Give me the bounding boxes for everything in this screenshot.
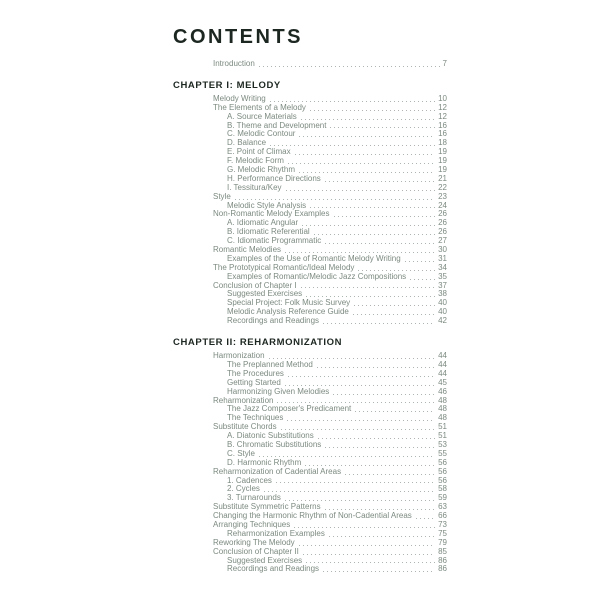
toc-entry-label: D. Balance bbox=[227, 138, 267, 148]
toc-entry-page-number: 53 bbox=[438, 439, 447, 449]
toc-entry-page-number: 58 bbox=[438, 484, 447, 494]
dot-leader bbox=[351, 407, 438, 414]
dot-leader bbox=[321, 239, 438, 246]
toc-entry bbox=[173, 565, 447, 574]
toc-entry-label: C. Idiomatic Programmatic bbox=[227, 236, 322, 246]
toc-entry-label: A. Diatonic Substitutions bbox=[227, 431, 314, 441]
toc-entry bbox=[173, 282, 447, 291]
toc-entry bbox=[173, 290, 447, 299]
toc-entry-page-number: 40 bbox=[438, 298, 447, 308]
toc-entry bbox=[173, 228, 447, 237]
chapter-heading: CHAPTER II: REHARMONIZATION bbox=[173, 337, 343, 349]
toc-entry-page-number: 85 bbox=[438, 546, 447, 556]
toc-entry-label: The Jazz Composer's Predicament bbox=[227, 404, 352, 414]
toc-entry bbox=[173, 246, 447, 255]
dot-leader bbox=[255, 62, 443, 69]
toc-entry-page-number: 48 bbox=[438, 404, 447, 414]
dot-leader bbox=[265, 354, 439, 361]
dot-leader bbox=[319, 567, 438, 574]
toc-entry bbox=[173, 352, 447, 361]
dot-leader bbox=[297, 115, 438, 122]
dot-leader bbox=[306, 106, 438, 113]
toc-entry-page-number: 18 bbox=[438, 138, 447, 148]
toc-entry-label: C. Melodic Contour bbox=[227, 129, 296, 139]
toc-entry-page-number: 73 bbox=[438, 519, 447, 529]
toc-entry-label: Changing the Harmonic Rhythm of Non-Cadential Areas bbox=[213, 511, 412, 521]
toc-entry-label: Recordings and Readings bbox=[227, 564, 320, 574]
toc-entry-label: Melody Writing bbox=[213, 93, 266, 103]
dot-leader bbox=[284, 372, 438, 379]
dot-leader bbox=[321, 443, 438, 450]
toc-entry-page-number: 59 bbox=[438, 493, 447, 503]
toc-entry-page-number: 86 bbox=[438, 564, 447, 574]
dot-leader bbox=[350, 301, 438, 308]
toc-entry-label: A. Source Materials bbox=[227, 111, 297, 121]
dot-leader bbox=[302, 558, 438, 565]
toc-entry-page-number: 75 bbox=[438, 528, 447, 538]
toc-entry bbox=[173, 441, 447, 450]
toc-entry-label: C. Style bbox=[227, 448, 256, 458]
dot-leader bbox=[255, 452, 438, 459]
dot-leader bbox=[266, 141, 438, 148]
toc-entry-page-number: 30 bbox=[438, 245, 447, 255]
dot-leader bbox=[329, 390, 438, 397]
toc-entry bbox=[173, 397, 447, 406]
dot-leader bbox=[401, 257, 438, 264]
dot-leader bbox=[321, 505, 439, 512]
toc-entry-page-number: 26 bbox=[438, 218, 447, 228]
toc-entry-label: B. Idiomatic Referential bbox=[227, 227, 310, 237]
toc-entry-label: Suggested Exercises bbox=[227, 555, 303, 565]
toc-entry-page-number: 48 bbox=[438, 395, 447, 405]
dot-leader bbox=[295, 132, 438, 139]
toc-entry-page-number: 16 bbox=[438, 120, 447, 130]
toc-entry-page-number: 56 bbox=[438, 457, 447, 467]
table-of-contents bbox=[173, 26, 447, 574]
dot-leader bbox=[301, 461, 438, 468]
dot-leader bbox=[406, 275, 438, 282]
toc-entry-label: Introduction bbox=[213, 59, 255, 68]
toc-entry-page-number: 24 bbox=[438, 200, 447, 210]
toc-entry bbox=[173, 166, 447, 175]
toc-entry-page-number: 26 bbox=[438, 227, 447, 237]
dot-leader bbox=[306, 203, 438, 210]
toc-entry-label: B. Theme and Development bbox=[227, 120, 327, 130]
toc-entry-page-number: 19 bbox=[438, 156, 447, 166]
dot-leader bbox=[291, 150, 439, 157]
toc-entry-label: Melodic Style Analysis bbox=[227, 200, 307, 210]
toc-entry-label: Recordings and Readings bbox=[227, 316, 320, 326]
toc-entry bbox=[173, 175, 447, 184]
toc-entry-label: Harmonizing Given Melodies bbox=[227, 386, 330, 396]
dot-leader bbox=[281, 381, 438, 388]
toc-entry-label: The Techniques bbox=[227, 413, 284, 423]
dot-leader bbox=[297, 283, 438, 290]
toc-entry bbox=[173, 219, 447, 228]
toc-entry bbox=[173, 557, 447, 566]
toc-entry-label: Non-Romantic Melody Examples bbox=[213, 209, 330, 219]
dot-leader bbox=[273, 398, 438, 405]
dot-leader bbox=[298, 221, 438, 228]
toc-entry bbox=[173, 113, 447, 122]
toc-entry bbox=[173, 477, 447, 486]
toc-entry-label: Arranging Techniques bbox=[213, 519, 291, 529]
toc-entry bbox=[173, 468, 447, 477]
front-matter-entries bbox=[173, 60, 447, 69]
toc-entry-page-number: 10 bbox=[438, 93, 447, 103]
toc-entry bbox=[173, 370, 447, 379]
dot-leader bbox=[412, 514, 438, 521]
toc-entry-page-number: 34 bbox=[438, 262, 447, 272]
toc-entry-label: A. Idiomatic Angular bbox=[227, 218, 299, 228]
toc-entry-page-number: 51 bbox=[438, 422, 447, 432]
toc-entry-label: I. Tessitura/Key bbox=[227, 182, 282, 192]
toc-entry-page-number: 7 bbox=[442, 59, 447, 68]
toc-entry-page-number: 12 bbox=[438, 111, 447, 121]
dot-leader bbox=[341, 470, 438, 477]
toc-entry-page-number: 86 bbox=[438, 555, 447, 565]
toc-entry-label: G. Melodic Rhythm bbox=[227, 165, 296, 175]
toc-entry-label: B. Chromatic Substitutions bbox=[227, 439, 322, 449]
toc-entry-page-number: 63 bbox=[438, 502, 447, 512]
toc-entry-page-number: 48 bbox=[438, 413, 447, 423]
chapter-heading: CHAPTER I: MELODY bbox=[173, 79, 281, 91]
dot-leader bbox=[266, 97, 438, 104]
toc-entry-label: The Procedures bbox=[227, 368, 284, 378]
toc-entry-label: Conclusion of Chapter II bbox=[213, 546, 299, 556]
toc-entry bbox=[173, 405, 447, 414]
toc-entry bbox=[173, 379, 447, 388]
toc-entry-label: The Elements of a Melody bbox=[213, 102, 306, 112]
toc-entry-page-number: 26 bbox=[438, 209, 447, 219]
toc-entry bbox=[173, 450, 447, 459]
toc-entry-label: 1. Cadences bbox=[227, 475, 272, 485]
toc-entry-page-number: 22 bbox=[438, 182, 447, 192]
dot-leader bbox=[314, 434, 438, 441]
toc-entry-page-number: 79 bbox=[438, 537, 447, 547]
toc-entry-page-number: 45 bbox=[438, 377, 447, 387]
toc-entry-label: Reworking The Melody bbox=[213, 537, 295, 547]
toc-entry bbox=[173, 210, 447, 219]
toc-entry-page-number: 56 bbox=[438, 466, 447, 476]
toc-entry-page-number: 37 bbox=[438, 280, 447, 290]
toc-entry-label: Reharmonization Examples bbox=[227, 528, 325, 538]
toc-entry-label: Examples of Romantic/Melodic Jazz Compositions bbox=[227, 271, 407, 281]
toc-entry-page-number: 44 bbox=[438, 359, 447, 369]
toc-entry-page-number: 40 bbox=[438, 307, 447, 317]
page-title: CONTENTS bbox=[173, 26, 303, 48]
toc-entry-label: Substitute Symmetric Patterns bbox=[213, 502, 321, 512]
toc-entry-label: Style bbox=[213, 191, 231, 201]
toc-entry-label: Melodic Analysis Reference Guide bbox=[227, 307, 349, 317]
dot-leader bbox=[284, 159, 438, 166]
dot-leader bbox=[349, 310, 438, 317]
toc-entry bbox=[173, 485, 447, 494]
toc-entry-page-number: 19 bbox=[438, 147, 447, 157]
dot-leader bbox=[260, 487, 438, 494]
toc-entry-label: The Preplanned Method bbox=[227, 359, 313, 369]
chapter-sections bbox=[173, 80, 447, 574]
dot-leader bbox=[295, 168, 438, 175]
toc-entry bbox=[173, 317, 447, 326]
dot-leader bbox=[272, 478, 438, 485]
toc-entry-page-number: 66 bbox=[438, 511, 447, 521]
toc-entry-page-number: 16 bbox=[438, 129, 447, 139]
toc-entry-label: Getting Started bbox=[227, 377, 281, 387]
toc-entry-page-number: 38 bbox=[438, 289, 447, 299]
toc-entry-label: Special Project: Folk Music Survey bbox=[227, 298, 351, 308]
dot-leader bbox=[282, 186, 439, 193]
dot-leader bbox=[310, 230, 438, 237]
toc-entry-page-number: 19 bbox=[438, 165, 447, 175]
toc-entry-page-number: 12 bbox=[438, 102, 447, 112]
toc-entry-label: Reharmonization bbox=[213, 395, 274, 405]
dot-leader bbox=[290, 523, 438, 530]
toc-entry bbox=[173, 157, 447, 166]
toc-entry-label: Romantic Melodies bbox=[213, 245, 282, 255]
toc-entry-label: Conclusion of Chapter I bbox=[213, 280, 297, 290]
toc-entry-label: Harmonization bbox=[213, 351, 265, 361]
toc-entry-page-number: 21 bbox=[438, 173, 447, 183]
toc-entry-label: H. Performance Directions bbox=[227, 173, 321, 183]
dot-leader bbox=[326, 123, 438, 130]
toc-entry-page-number: 55 bbox=[438, 448, 447, 458]
toc-entry bbox=[173, 104, 447, 113]
toc-entry-label: Substitute Chords bbox=[213, 422, 277, 432]
dot-leader bbox=[299, 550, 438, 557]
toc-entry-label: 2. Cycles bbox=[227, 484, 260, 494]
toc-entry bbox=[173, 361, 447, 370]
dot-leader bbox=[283, 416, 438, 423]
dot-leader bbox=[302, 292, 438, 299]
toc-entry bbox=[173, 130, 447, 139]
toc-entry bbox=[173, 60, 447, 69]
dot-leader bbox=[231, 195, 438, 202]
dot-leader bbox=[281, 496, 438, 503]
dot-leader bbox=[325, 532, 438, 539]
toc-entry-label: Reharmonization of Cadential Areas bbox=[213, 466, 342, 476]
toc-entry bbox=[173, 139, 447, 148]
toc-entry-label: E. Point of Climax bbox=[227, 147, 291, 157]
toc-entry-page-number: 23 bbox=[438, 191, 447, 201]
toc-entry-label: 3. Turnarounds bbox=[227, 493, 281, 503]
toc-entry bbox=[173, 122, 447, 131]
toc-entry-page-number: 31 bbox=[438, 253, 447, 263]
dot-leader bbox=[277, 425, 439, 432]
toc-entry-label: D. Harmonic Rhythm bbox=[227, 457, 302, 467]
toc-entry-label: Suggested Exercises bbox=[227, 289, 303, 299]
toc-entry-page-number: 35 bbox=[438, 271, 447, 281]
dot-leader bbox=[295, 541, 438, 548]
toc-entry-label: The Prototypical Romantic/Ideal Melody bbox=[213, 262, 355, 272]
toc-entry-page-number: 44 bbox=[438, 368, 447, 378]
dot-leader bbox=[319, 319, 438, 326]
toc-entry-page-number: 51 bbox=[438, 431, 447, 441]
dot-leader bbox=[313, 363, 438, 370]
dot-leader bbox=[354, 266, 438, 273]
toc-entry-label: F. Melodic Form bbox=[227, 156, 284, 166]
toc-entry-page-number: 44 bbox=[438, 351, 447, 361]
toc-entry bbox=[173, 548, 447, 557]
dot-leader bbox=[321, 177, 438, 184]
dot-leader bbox=[330, 212, 439, 219]
toc-entry-page-number: 27 bbox=[438, 236, 447, 246]
toc-entry-page-number: 42 bbox=[438, 316, 447, 326]
toc-entry bbox=[173, 193, 447, 202]
dot-leader bbox=[281, 248, 438, 255]
toc-entry bbox=[173, 423, 447, 432]
toc-entry-label: Examples of the Use of Romantic Melody Writing bbox=[227, 253, 401, 263]
toc-entry-page-number: 56 bbox=[438, 475, 447, 485]
toc-entry bbox=[173, 521, 447, 530]
toc-entry-page-number: 46 bbox=[438, 386, 447, 396]
toc-entry bbox=[173, 148, 447, 157]
